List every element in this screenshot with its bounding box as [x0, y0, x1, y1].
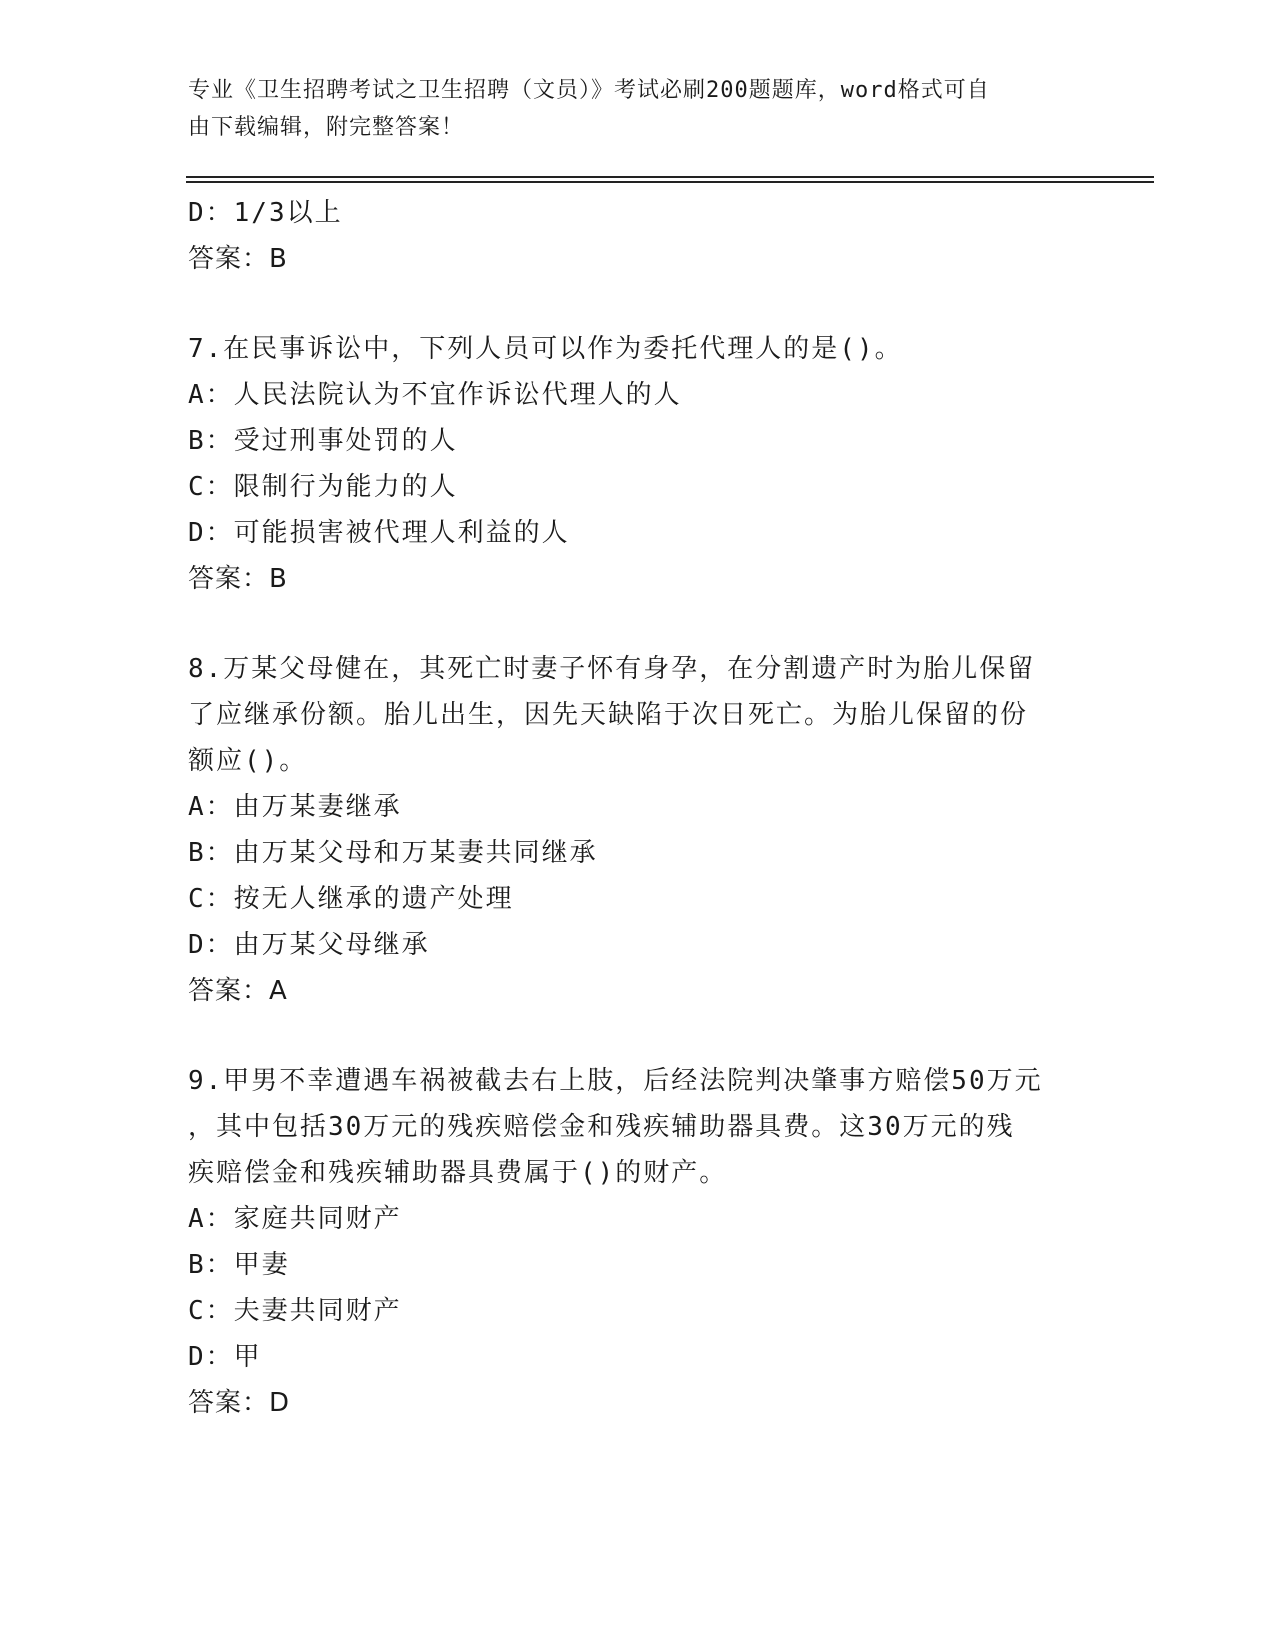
- option-c: C：限制行为能力的人: [188, 472, 458, 502]
- spacer: [188, 1014, 1088, 1058]
- option-b: B：甲妻: [188, 1250, 290, 1280]
- option-c: C：夫妻共同财产: [188, 1296, 402, 1326]
- answer: 答案：D: [188, 1388, 291, 1418]
- header-divider-bottom: [186, 181, 1154, 183]
- option-a: A：由万某妻继承: [188, 792, 402, 822]
- question-stem: 7.在民事诉讼中，下列人员可以作为委托代理人的是()。: [188, 334, 903, 364]
- header-line-2: 由下载编辑，附完整答案！: [188, 115, 465, 140]
- question-stem: 疾赔偿金和残疾辅助器具费属于()的财产。: [188, 1158, 728, 1188]
- question-stem: 8.万某父母健在，其死亡时妻子怀有身孕，在分割遗产时为胎儿保留: [188, 654, 1036, 684]
- question-stem: ，其中包括30万元的残疾赔偿金和残疾辅助器具费。这30万元的残: [188, 1112, 1015, 1142]
- spacer: [188, 282, 1088, 326]
- option-a: A：家庭共同财产: [188, 1204, 402, 1234]
- spacer: [188, 602, 1088, 646]
- header-line-1: 专业《卫生招聘考试之卫生招聘（文员）》考试必刷200题题库，word格式可自: [188, 78, 990, 103]
- question-stem: 了应继承份额。胎儿出生，因先天缺陷于次日死亡。为胎儿保留的份: [188, 700, 1029, 730]
- question-8: [188, 646, 1088, 1014]
- question-list: [188, 190, 1088, 1426]
- option-d: D：1/3以上: [188, 198, 343, 228]
- document-header: [188, 72, 1068, 146]
- option-c: C：按无人继承的遗产处理: [188, 884, 514, 914]
- option-b: B：由万某父母和万某妻共同继承: [188, 838, 598, 868]
- option-d: D：可能损害被代理人利益的人: [188, 518, 570, 548]
- header-divider-top: [186, 176, 1154, 178]
- answer: 答案：B: [188, 244, 288, 274]
- answer: 答案：B: [188, 564, 288, 594]
- question-7: [188, 326, 1088, 602]
- question-stem: 9.甲男不幸遭遇车祸被截去右上肢，后经法院判决肇事方赔偿50万元: [188, 1066, 1043, 1096]
- option-d: D：由万某父母继承: [188, 930, 430, 960]
- question-stem: 额应()。: [188, 746, 308, 776]
- option-a: A：人民法院认为不宜作诉讼代理人的人: [188, 380, 682, 410]
- answer: 答案：A: [188, 976, 288, 1006]
- question-9: [188, 1058, 1088, 1426]
- option-b: B：受过刑事处罚的人: [188, 426, 458, 456]
- option-d: D：甲: [188, 1342, 262, 1372]
